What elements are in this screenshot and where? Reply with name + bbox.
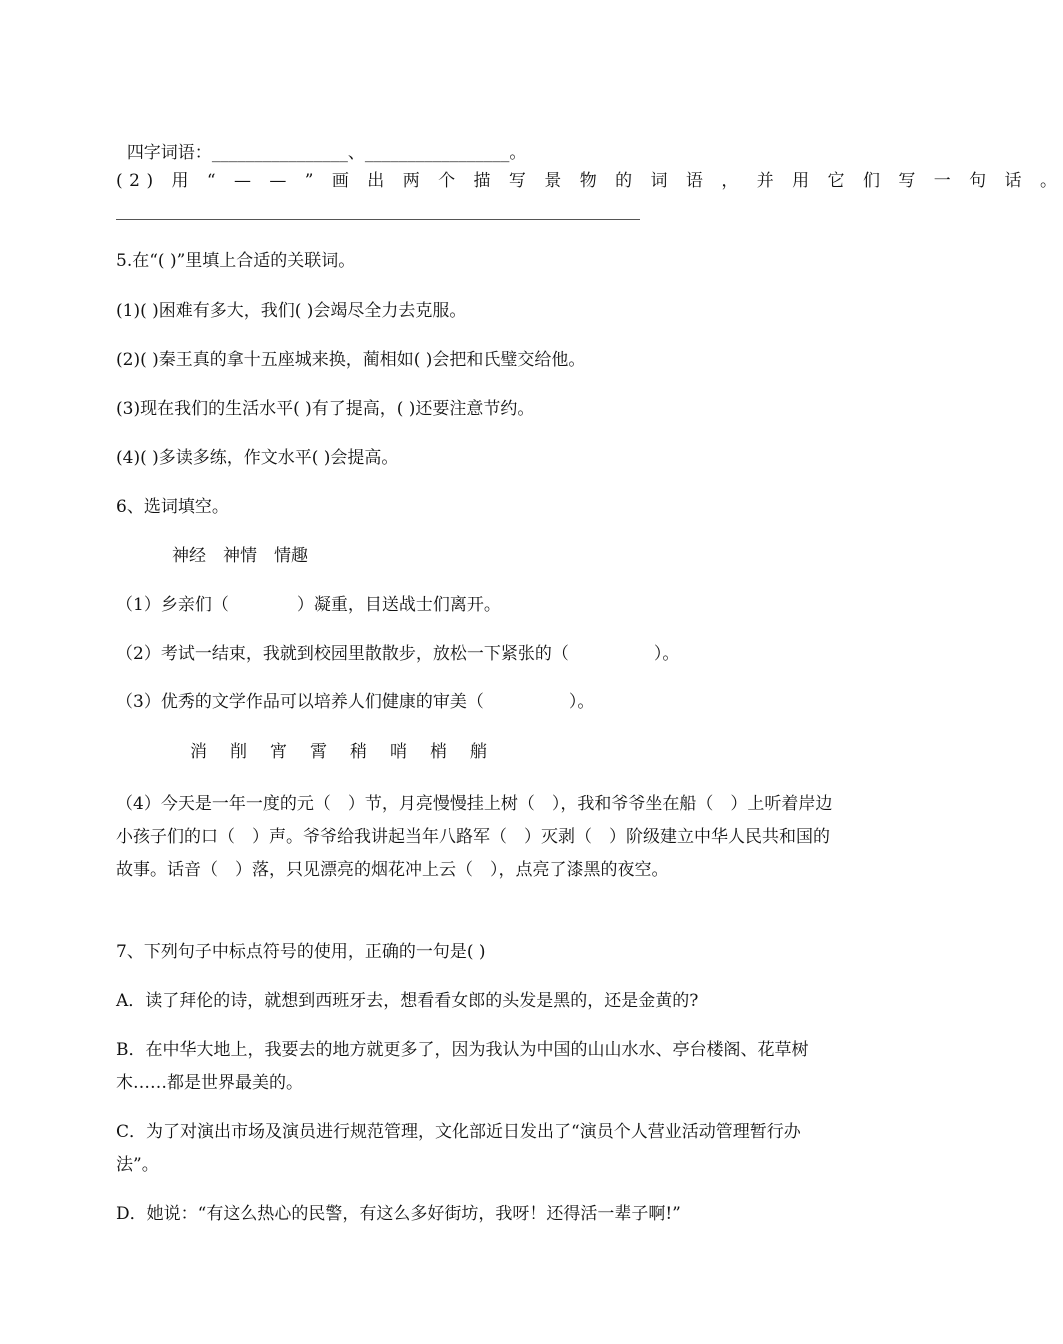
option-a: A．读了拜伦的诗，就想到西班牙去，想看看女郎的头发是黑的，还是金黄的? xyxy=(116,991,699,1011)
word-choices-1: 神经 神情 情趣 xyxy=(172,546,308,566)
question-6-item-2: （2）考试一结束，我就到校园里散散步，放松一下紧张的（ ）。 xyxy=(116,644,680,664)
word-choices-2: 消 削 宵 霄 稍 哨 梢 艄 xyxy=(190,742,490,762)
question-7-title: 7、下列句子中标点符号的使用，正确的一句是( ) xyxy=(116,942,486,962)
answer-line xyxy=(116,219,640,220)
question-6-item-3: （3）优秀的文学作品可以培养人们健康的审美（ ）。 xyxy=(116,692,595,712)
question-5-title: 5.在“( )”里填上合适的关联词。 xyxy=(116,251,356,271)
four-char-words-line xyxy=(116,120,526,164)
answer-blank-1: ________________ xyxy=(211,143,348,163)
separator: 、 xyxy=(347,143,365,163)
four-char-label: 四字词语： xyxy=(126,143,212,163)
option-b: B．在中华大地上，我要去的地方就更多了，因为我认为中国的山山水水、亭台楼阁、花草树木……都是世界最美的。 xyxy=(116,1040,809,1093)
question-6-title: 6、选词填空。 xyxy=(116,497,229,517)
period: 。 xyxy=(509,143,527,163)
question-5-item-3: (3)现在我们的生活水平( )有了提高，( )还要注意节约。 xyxy=(116,399,535,419)
answer-blank-2: _________________ xyxy=(364,143,510,163)
question-6-item-4: （4）今天是一年一度的元（ ）节，月亮慢慢挂上树（ ），我和爷爷坐在船（ ）上听着岸边小孩子们的口（ ）声。爷爷给我讲起当年八路军（ ）灭剥（ ）阶级建立中华人民共和国的故事。话音（ ）落，只见漂亮的烟花冲上云（ ），点亮了漆黑的夜空。 xyxy=(116,794,833,880)
question-6-item-1: （1）乡亲们（ ）凝重，目送战士们离开。 xyxy=(116,595,501,615)
question-4-2: (2) 用 “ — — ” 画 出 两 个 描 写 景 物 的 词 语 ， 并 用 它 们 写 一 句 话 。 xyxy=(116,171,1063,191)
option-c: C．为了对演出市场及演员进行规范管理，文化部近日发出了“演员个人营业活动管理暂行办法”。 xyxy=(116,1122,801,1175)
question-5-item-1: (1)( )困难有多大，我们( )会竭尽全力去克服。 xyxy=(116,301,467,321)
question-5-item-4: (4)( )多读多练，作文水平( )会提高。 xyxy=(116,448,399,468)
option-d: D．她说：“有这么热心的民警，有这么多好街坊，我呀！还得活一辈子啊!” xyxy=(116,1204,681,1224)
question-5-item-2: (2)( )秦王真的拿十五座城来换，蔺相如( )会把和氏璧交给他。 xyxy=(116,350,586,370)
